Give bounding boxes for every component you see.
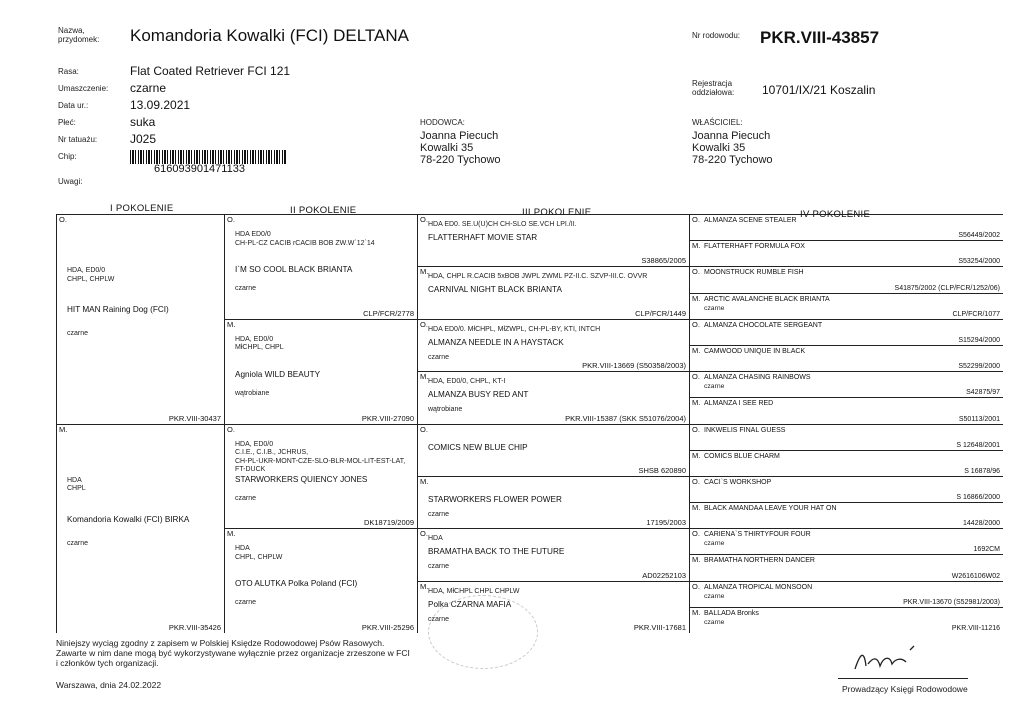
ancestor-color: czarne <box>67 539 89 547</box>
ancestor-sex: M. <box>692 450 701 460</box>
ancestor-sex: O. <box>227 424 235 434</box>
ancestor-cell-4 <box>690 425 1003 451</box>
ancestor-name: STARWORKERS FLOWER POWER <box>428 494 562 504</box>
ancestor-sex: O. <box>420 319 428 329</box>
owner-label: WŁAŚCICIEL: <box>692 118 743 127</box>
ancestor-name: FLATTERHAFT FORMULA FOX <box>704 243 805 251</box>
ancestor-name: FLATTERHAFT MOVIE STAR <box>428 233 538 242</box>
tattoo: J025 <box>130 132 157 146</box>
ancestor-cell-4 <box>690 372 1003 398</box>
ancestor-reg: S 16866/2000 <box>956 494 1000 502</box>
ancestor-name: Komandoria Kowalki (FCI) BIRKA <box>67 514 190 524</box>
ancestor-reg: CLP/FCR/1077 <box>952 310 1000 318</box>
ancestor-sex: M. <box>692 345 701 355</box>
ancestor-color: czarne <box>704 618 725 626</box>
reg-number-label: Nr rodowodu: <box>692 31 741 40</box>
ancestor-sex: O. <box>692 581 700 591</box>
ancestor-reg: PKR.VIII-13669 (S50358/2003) <box>582 361 686 371</box>
ancestor-cell-2 <box>225 215 418 320</box>
dog-name: Komandoria Kowalki (FCI) DELTANA <box>130 26 410 45</box>
ancestor-cell-3 <box>418 267 690 319</box>
sex-label: Płeć: <box>58 118 76 127</box>
ancestor-reg: S15294/2000 <box>958 336 1000 344</box>
sex: suka <box>130 115 156 129</box>
ancestor-titles: HDA, ED0/0, CHPL, KT-I <box>428 378 506 386</box>
ancestor-name: ARCTIC AVALANCHE BLACK BRIANTA <box>704 295 830 303</box>
ancestor-sex: M. <box>692 503 701 513</box>
ancestor-color: czarne <box>428 563 450 571</box>
ancestor-reg: PKR.VIII-15387 (SKK S51076/2004) <box>565 413 686 423</box>
signature-caption: Prowadzący Księgi Rodowodowe <box>842 684 968 694</box>
ancestor-name: HIT MAN Raining Dog (FCI) <box>67 305 169 314</box>
ancestor-cell-4 <box>690 267 1003 293</box>
color-label: Umaszczenie: <box>58 84 109 93</box>
ancestor-cell-1 <box>57 425 225 634</box>
ancestor-color: czarne <box>428 615 450 623</box>
ancestor-reg: S52299/2000 <box>958 363 1000 371</box>
ancestor-titles: HDA ED0/0. MłCHPL, MłZWPL, CH-PL-BY, KTI, INTCH <box>428 325 601 333</box>
ancestor-sex: O. <box>227 215 235 224</box>
signature-mark <box>850 644 920 674</box>
branch-label: Rejestracja oddziałowa: <box>692 79 735 97</box>
ancestor-reg: CLP/FCR/2778 <box>363 308 414 318</box>
ancestor-name: MOONSTRUCK RUMBLE FISH <box>704 269 804 277</box>
ancestor-reg: PKR.VIII-35426 <box>168 623 221 632</box>
ancestor-color: czarne <box>428 510 450 518</box>
ancestor-reg: PKR.VIII-11216 <box>951 625 1000 632</box>
ancestor-sex: M. <box>420 372 429 382</box>
ancestor-reg: S41875/2002 (CLP/FCR/1252/06) <box>894 284 1000 292</box>
ancestor-sex: O. <box>692 267 700 277</box>
ancestor-cell-3 <box>418 477 690 529</box>
ancestor-titles: HDA <box>428 535 443 543</box>
reg-number: PKR.VIII-43857 <box>760 28 880 47</box>
place-date: Warszawa, dnia 24.02.2022 <box>56 680 162 690</box>
ancestor-sex: M. <box>420 267 429 277</box>
ancestor-reg: 17195/2003 <box>646 518 686 528</box>
ancestor-titles: HDA, ED0/0 MłCHPL, CHPL <box>235 335 284 352</box>
ancestor-titles: HDA, ED0/0 C.I.E., C.I.B., JCHRUS, CH-PL-UKR-MONT-CZE-SLO-BLR-MOL-LIT-EST-LAT, FT-DUCK <box>235 440 406 473</box>
ancestor-cell-3 <box>418 529 690 581</box>
ancestor-name: CARIENA`S THIRTYFOUR FOUR <box>704 531 811 539</box>
ancestor-reg: S 12648/2001 <box>956 441 1000 449</box>
ancestor-reg: S38865/2005 <box>641 256 686 266</box>
ancestor-cell-4 <box>690 398 1003 424</box>
ancestor-cell-2 <box>225 529 418 633</box>
ancestor-color: czarne <box>704 540 725 548</box>
owner: Joanna Piecuch Kowalki 35 78-220 Tychowo <box>692 130 773 166</box>
ancestor-name: ALMANZA CHASING RAINBOWS <box>704 374 811 382</box>
ancestor-name: INKWELIS FINAL GUESS <box>704 426 786 434</box>
color: czarne <box>130 81 167 95</box>
breeder-label: HODOWCA: <box>420 118 465 127</box>
ancestor-sex: O. <box>420 424 428 434</box>
ancestor-cell-2 <box>225 320 418 425</box>
ancestor-titles: HDA ED0. SE.U(U)CH CH-SLO SE.VCH LPI./II. <box>428 221 577 228</box>
ancestor-name: ALMANZA SCENE STEALER <box>704 217 797 224</box>
gen-header-2: II POKOLENIE <box>290 205 357 216</box>
ancestor-reg: PKR.VIII-17681 <box>633 623 686 632</box>
notes-label: Uwagi: <box>58 177 83 186</box>
ancestor-color: czarne <box>67 330 89 337</box>
name-label: Nazwa, przydomek: <box>58 26 100 44</box>
ancestor-sex: M. <box>692 398 701 408</box>
ancestor-sex: O. <box>692 529 700 539</box>
ancestor-titles: HDA ED0/0 CH-PL-CZ CACIB rCACIB BOB ZW.W`12`14 <box>235 231 375 247</box>
ancestor-cell-3 <box>418 215 690 267</box>
ancestor-reg: S56449/2002 <box>958 232 1000 240</box>
ancestor-titles: HDA CHPL, CHPLW <box>235 545 283 561</box>
ancestor-name: COMICS BLUE CHARM <box>704 452 780 460</box>
ancestor-cell-4 <box>690 503 1003 529</box>
ancestor-name: Polka CZARNA MAFIA <box>428 599 512 609</box>
chip-number: 616093901471133 <box>154 163 245 175</box>
ancestor-color: czarne <box>704 592 725 600</box>
ancestor-titles: HDA CHPL <box>67 476 86 492</box>
ancestor-color: czarne <box>235 285 257 292</box>
ancestor-name: Agniola WILD BEAUTY <box>235 369 321 379</box>
ancestor-cell-4 <box>690 294 1003 320</box>
ancestor-cell-4 <box>690 608 1003 633</box>
ancestor-cell-4 <box>690 555 1003 581</box>
ancestor-sex: M. <box>692 555 701 565</box>
ancestor-reg: S53254/2000 <box>958 258 1000 266</box>
ancestor-name: I`M SO COOL BLACK BRIANTA <box>235 265 353 274</box>
ancestor-reg: S50113/2001 <box>958 415 1000 423</box>
chip-barcode <box>130 150 286 164</box>
ancestor-reg: S42875/97 <box>966 389 1000 397</box>
ancestor-name: BLACK AMANDAA LEAVE YOUR HAT ON <box>704 505 837 513</box>
ancestor-sex: M. <box>227 529 236 539</box>
ancestor-name: CAMWOOD UNIQUE IN BLACK <box>704 347 806 355</box>
ancestor-name: ALMANZA TROPICAL MONSOON <box>704 583 813 591</box>
dob-label: Data ur.: <box>58 101 89 110</box>
ancestor-sex: M. <box>692 607 701 617</box>
ancestor-sex: O. <box>692 319 700 329</box>
ancestor-sex: O. <box>692 476 700 486</box>
ancestor-sex: O. <box>59 215 67 224</box>
ancestor-name: BRAMATHA NORTHERN DANCER <box>704 557 815 565</box>
ancestor-cell-3 <box>418 372 690 424</box>
ancestor-cell-4 <box>690 529 1003 555</box>
faded-stamp <box>428 595 538 669</box>
breeder: Joanna Piecuch Kowalki 35 78-220 Tychowo <box>420 130 501 166</box>
ancestor-name: ALMANZA NEEDLE IN A HAYSTACK <box>428 337 564 347</box>
ancestor-name: ALMANZA BUSY RED ANT <box>428 390 529 400</box>
ancestor-cell-4 <box>690 346 1003 372</box>
ancestor-sex: O. <box>692 372 700 382</box>
ancestor-reg: CLP/FCR/1449 <box>635 308 686 318</box>
ancestor-name: OTO ALUTKA Polka Poland (FCI) <box>235 579 358 589</box>
ancestor-sex: O. <box>420 215 428 224</box>
ancestor-name: COMICS NEW BLUE CHIP <box>428 442 528 452</box>
footer-statement: Niniejszy wyciąg zgodny z zapisem w Polskiej Księdze Rodowodowej Psów Rasowych. Zawarte w nim dane mogą być wykorzystywane wyłącznie przez organizacje zrzeszone w FCI i członków tych organizacji. <box>56 638 410 668</box>
breed-label: Rasa: <box>58 67 79 76</box>
ancestor-cell-3 <box>418 320 690 372</box>
ancestor-sex: O. <box>692 215 700 224</box>
ancestor-sex: M. <box>59 424 68 434</box>
ancestor-reg: W2616106W02 <box>951 572 1000 580</box>
breed: Flat Coated Retriever FCI 121 <box>130 64 291 78</box>
ancestor-titles: HDA, CHPL R.CACIB 5xBOB JWPL ZWML PZ-II.C. SZVP-III.C. OVVR <box>428 273 648 281</box>
ancestor-reg: DK18719/2009 <box>363 518 414 528</box>
gen-header-1: I POKOLENIE <box>110 203 174 214</box>
ancestor-reg: PKR.VIII-30437 <box>168 413 221 423</box>
ancestor-name: STARWORKERS QUIENCY JONES <box>235 474 368 484</box>
ancestor-cell-4 <box>690 477 1003 503</box>
ancestor-sex: M. <box>420 476 429 486</box>
ancestor-name: ALMANZA I SEE RED <box>704 400 774 408</box>
ancestor-cell-4 <box>690 215 1003 241</box>
ancestor-cell-4 <box>690 320 1003 346</box>
ancestor-sex: O. <box>692 424 700 434</box>
ancestor-color: czarne <box>704 304 725 312</box>
ancestor-reg: PKR.VIII-25296 <box>361 623 414 632</box>
ancestor-sex: M. <box>692 293 701 303</box>
ancestor-name: CARNIVAL NIGHT BLACK BRIANTA <box>428 285 562 295</box>
ancestor-color: czarne <box>235 599 257 607</box>
ancestor-color: wątrobiane <box>235 389 270 397</box>
ancestor-cell-2 <box>225 425 418 530</box>
ancestor-titles: HDA, ED0/0 CHPL, CHPLW <box>67 267 115 283</box>
signature-line <box>838 678 968 679</box>
ancestor-name: BRAMATHA BACK TO THE FUTURE <box>428 547 565 557</box>
ancestor-sex: M. <box>420 581 429 591</box>
ancestor-cell-4 <box>690 582 1003 608</box>
gen-header-3: III POKOLENIE <box>522 207 592 218</box>
ancestor-name: ALMANZA CHOCOLATE SERGEANT <box>704 321 823 329</box>
ancestor-reg: PKR.VIII-13670 (S52981/2003) <box>903 598 1000 606</box>
ancestor-cell-1 <box>57 215 225 425</box>
ancestor-sex: M. <box>227 319 236 329</box>
ancestor-cell-4 <box>690 451 1003 477</box>
ancestor-reg: AD02252103 <box>642 570 686 580</box>
ancestor-reg: 14428/2000 <box>963 520 1000 528</box>
dob: 13.09.2021 <box>130 98 191 112</box>
ancestor-color: wątrobiane <box>428 406 463 414</box>
gen-header-4: IV POKOLENIE <box>800 209 871 220</box>
pedigree-table <box>56 214 1003 633</box>
ancestor-reg: S 16878/96 <box>964 467 1000 475</box>
ancestor-color: czarne <box>704 383 725 391</box>
ancestor-titles: HDA, MłCHPL CHPL CHPLW <box>428 587 520 595</box>
ancestor-sex: M. <box>692 241 701 251</box>
ancestor-color: czarne <box>235 494 257 502</box>
tattoo-label: Nr tatuażu: <box>58 135 98 144</box>
ancestor-sex: O. <box>420 529 428 539</box>
ancestor-name: CACI`S WORKSHOP <box>704 478 772 486</box>
ancestor-reg: 1692CM <box>973 546 1000 554</box>
ancestor-cell-4 <box>690 241 1003 267</box>
chip-label: Chip: <box>58 152 77 161</box>
ancestor-name: BALLADA Bronks <box>704 609 759 617</box>
ancestor-cell-3 <box>418 425 690 477</box>
ancestor-reg: PKR.VIII-27090 <box>361 413 414 423</box>
branch: 10701/IX/21 Koszalin <box>762 83 876 97</box>
ancestor-color: czarne <box>428 353 450 361</box>
ancestor-reg: SHSB 620890 <box>638 465 686 475</box>
